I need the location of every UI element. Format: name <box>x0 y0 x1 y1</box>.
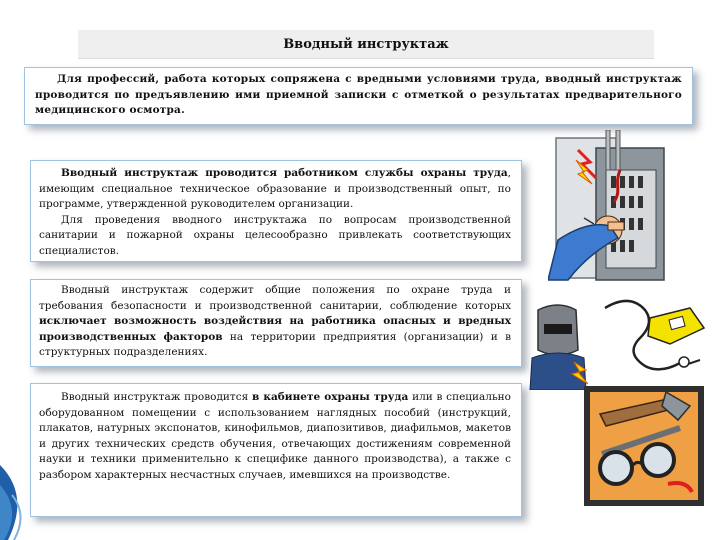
text-block-location <box>30 383 522 517</box>
slide-title-text: Вводный инструктаж <box>283 36 449 52</box>
block2-paragraph-2: Для проведения вводного инструктажа по вопросам производственной санитарии и пожарной охраны целесообразно привлекать соответствующих специалистов. <box>39 213 511 257</box>
block2-paragraph-1 <box>39 166 511 213</box>
block1-text: Для профессий, работа которых сопряжена с вредными условиями труда, вводный инструктаж проводится по предъявлению ими приемной записки с отметкой о результатах предварительного медицинского осмотра. <box>35 73 682 116</box>
slide-title <box>78 30 654 59</box>
block4-part3: или в специально оборудованном помещении с использованием наглядных пособий (инструкций, плакатов, натурных экспонатов, кинофильмов, диапозитивов, диафильмов, макетов и других технических средств обучения, отвечающих достижениям современной науки и техники применительно к специфике данного производства), а также с разбором характерных несчастных случаев, имевшихся на производстве. <box>39 391 511 481</box>
block4-paragraph <box>39 390 511 483</box>
corner-wave-decoration <box>0 455 60 540</box>
welder-illustration <box>528 300 588 390</box>
block4-bold: в кабинете охраны труда <box>252 391 409 403</box>
text-block-who-conducts <box>30 160 522 262</box>
power-tool-illustration <box>600 288 710 378</box>
tools-goggles-illustration <box>582 384 706 508</box>
electrician-shock-illustration <box>548 130 678 290</box>
block2-bold-lead: Вводный инструктаж проводится работником службы охраны труда <box>61 167 508 179</box>
block3-part1: Вводный инструктаж содержит общие положения по охране труда и требования безопасности и производственной санитарии, соблюдение которых <box>39 284 511 312</box>
block4-part1: Вводный инструктаж проводится <box>61 391 253 403</box>
block3-paragraph <box>39 283 511 361</box>
block3-bold: исключает возможность воздействия на работника опасных и вредных производственных факторов <box>39 315 511 343</box>
block2-rest: , имеющим специальное техническое образование и производственный опыт, по программе, утвержденной руководителем организации. <box>39 167 511 210</box>
block3-part3: на территории предприятия (организации) и в структурных подразделениях. <box>39 330 511 358</box>
text-block-content <box>30 279 522 367</box>
text-block-medical-note <box>24 67 693 125</box>
